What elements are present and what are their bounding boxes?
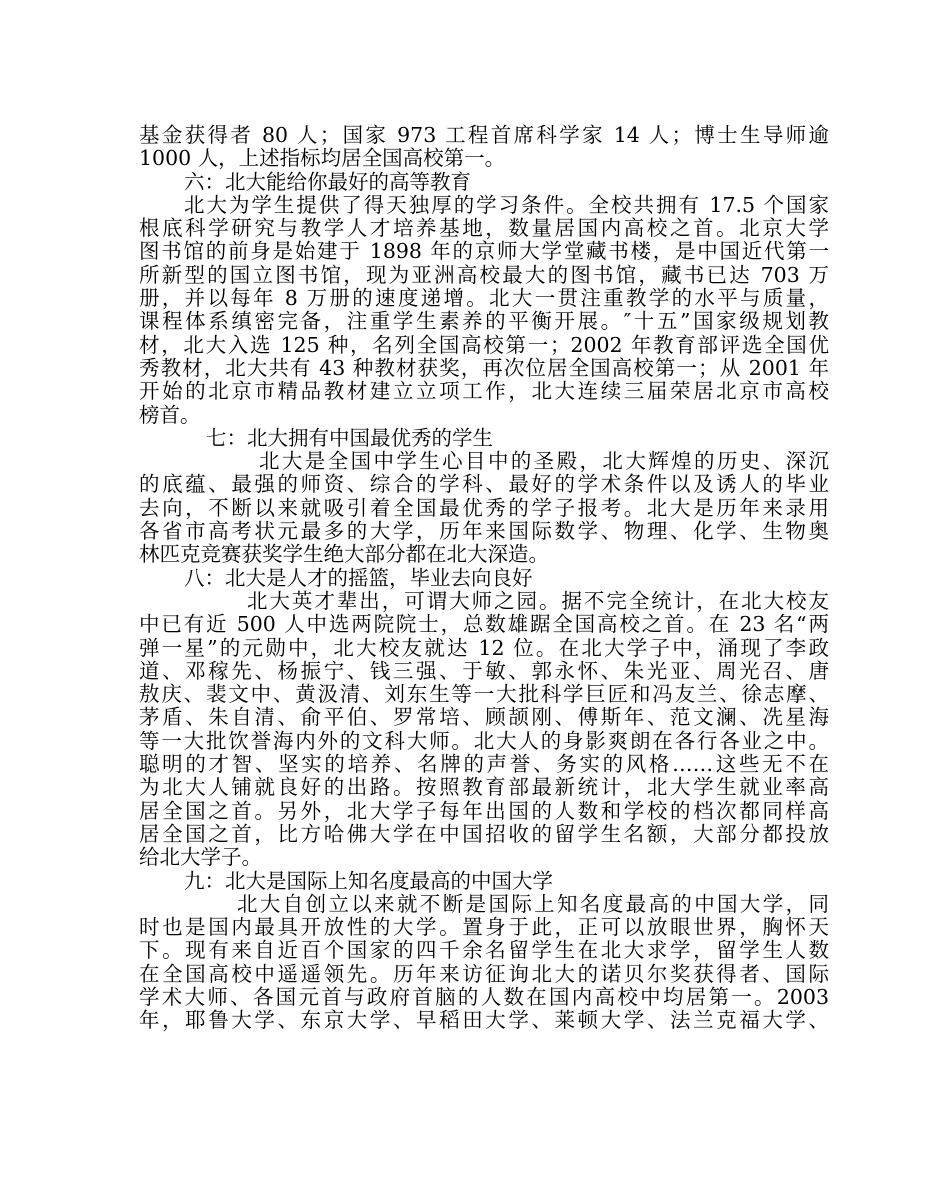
text-line: 聪明的才智、坚实的培养、名牌的声誉、务实的风格……这些无不在 xyxy=(139,752,829,777)
section-heading-9: 九：北大是国际上知名度最高的中国大学 xyxy=(184,868,553,893)
text-line: 在全国高校中遥遥领先。历年来访征询北大的诺贝尔奖获得者、国际 xyxy=(139,961,829,986)
text-line: 年，耶鲁大学、东京大学、早稻田大学、莱顿大学、法兰克福大学、 xyxy=(139,1008,829,1033)
text-line: 根底科学研究与教学人才培养基地，数量居国内高校之首。北京大学 xyxy=(139,216,829,241)
text-line: 1000 人，上述指标均居全国高校第一。 xyxy=(139,146,506,171)
text-line: 时也是国内最具开放性的大学。置身于此，正可以放眼世界，胸怀天 xyxy=(139,915,829,940)
text-line: 茅盾、朱自清、俞平伯、罗常培、顾颉刚、傅斯年、范文澜、冼星海 xyxy=(139,705,829,730)
text-line: 册，并以每年 8 万册的速度递增。北大一贯注重教学的水平与质量， xyxy=(139,286,829,311)
section-heading-8: 八：北大是人才的摇篮，毕业去向良好 xyxy=(184,565,533,590)
document-body xyxy=(139,124,829,1033)
text-line: 材，北大入选 125 种，名列全国高校第一；2002 年教育部评选全国优 xyxy=(139,332,829,357)
text-line: 秀教材，北大共有 43 种教材获奖，再次位居全国高校第一；从 2001 年 xyxy=(139,355,829,380)
text-line: 敖庆、裴文中、黄汲清、刘东生等一大批科学巨匠和冯友兰、徐志摩、 xyxy=(139,682,829,707)
text-line: 开始的北京市精品教材建立立项工作，北大连续三届荣居北京市高校 xyxy=(139,379,829,404)
text-line: 北大是全国中学生心目中的圣殿，北大辉煌的历史、深沉 xyxy=(259,449,829,474)
text-line: 弹一星”的元勋中，北大校友就达 12 位。在北大学子中，涌现了李政 xyxy=(139,635,829,660)
text-line: 北大为学生提供了得天独厚的学习条件。全校共拥有 17.5 个国家 xyxy=(184,192,829,217)
text-line: 为北大人铺就良好的出路。按照教育部最新统计，北大学生就业率高 xyxy=(139,775,829,800)
text-line: 居全国之首，比方哈佛大学在中国招收的留学生名额，大部分都投放 xyxy=(139,821,829,846)
section-heading-6: 六：北大能给你最好的高等教育 xyxy=(184,169,471,194)
text-line: 的底蕴、最强的师资、综合的学科、最好的学术条件以及诱人的毕业 xyxy=(139,472,829,497)
text-line: 给北大学子。 xyxy=(139,845,262,870)
text-line: 道、邓稼先、杨振宁、钱三强、于敏、郭永怀、朱光亚、周光召、唐 xyxy=(139,658,829,683)
text-line: 北大英才辈出，可谓大师之园。据不完全统计，在北大校友 xyxy=(247,588,829,613)
text-line: 居全国之首。另外，北大学子每年出国的人数和学校的档次都同样高 xyxy=(139,798,829,823)
text-line: 林匹克竞赛获奖学生绝大部分都在北大深造。 xyxy=(139,542,549,567)
text-line: 课程体系缜密完备，注重学生素养的平衡开展。″十五”国家级规划教 xyxy=(139,309,829,334)
text-line: 去向，不断以来就吸引着全国最优秀的学子报考。北大是历年来录用 xyxy=(139,495,829,520)
section-heading-7: 七：北大拥有中国最优秀的学生 xyxy=(206,425,493,450)
text-line: 等一大批饮誉海内外的文科大师。北大人的身影爽朗在各行各业之中。 xyxy=(139,728,829,753)
text-line: 所新型的国立图书馆，现为亚洲高校最大的图书馆，藏书已达 703 万 xyxy=(139,262,829,287)
text-line: 榜首。 xyxy=(139,402,201,427)
text-line: 基金获得者 80 人；国家 973 工程首席科学家 14 人；博士生导师逾 xyxy=(139,123,829,147)
text-line: 学术大师、各国元首与政府首脑的人数在国内高校中均居第一。2003 xyxy=(139,984,829,1009)
text-line: 中已有近 500 人中选两院院士，总数雄踞全国高校之首。在 23 名“两 xyxy=(139,612,829,637)
text-line: 各省市高考状元最多的大学，历年来国际数学、物理、化学、生物奥 xyxy=(139,519,829,544)
text-line: 下。现有来自近百个国家的四千余名留学生在北大求学，留学生人数 xyxy=(139,938,829,963)
text-line: 图书馆的前身是始建于 1898 年的京师大学堂藏书楼，是中国近代第一 xyxy=(139,239,829,264)
text-line: 北大自创立以来就不断是国际上知名度最高的中国大学，同 xyxy=(237,891,829,916)
